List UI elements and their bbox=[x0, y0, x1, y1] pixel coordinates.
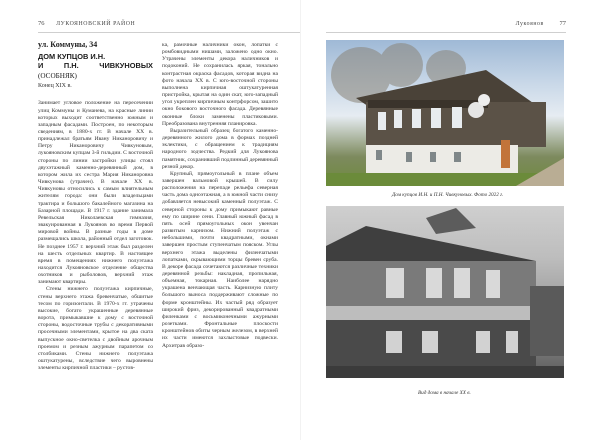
building-date: Конец XIX в. bbox=[38, 83, 72, 90]
page-number-left: 76 bbox=[38, 20, 45, 27]
title-line-2 bbox=[38, 61, 153, 81]
building-title bbox=[38, 52, 153, 81]
title-subtitle: (ОСОБНЯК) bbox=[38, 71, 77, 80]
paragraph: Выразительный образец богатого каменно-деревянного жилого дома в формах поздней эклектики, с обращением к традициям народного зодчества. Редкий для Лукоянова памятник, сохранивший подлинный деревянный резной декор. bbox=[162, 127, 278, 170]
page-number-right: 77 bbox=[559, 20, 566, 27]
running-header-right bbox=[326, 20, 566, 33]
photo-caption-1: Дом купцов И.Н. и П.Н. Чивкуновых. Фото 2022 г. bbox=[392, 192, 504, 198]
address-heading: ул. Коммуны, 34 bbox=[38, 40, 98, 49]
section-title-right: Лукоянов bbox=[515, 21, 544, 27]
page-gutter bbox=[300, 0, 301, 440]
archive-photo-illustration bbox=[326, 206, 564, 378]
photo-caption-2: Вид дома в начале XX в. bbox=[418, 390, 471, 396]
title-line-1: ДОМ КУПЦОВ И.Н. bbox=[38, 52, 106, 61]
paragraph: Стены нижнего полуэтажа кирпичные, стены верхнего этажа бревенчатые, обшитые тесом по горизонтали. В 1970-х гг. утрачены высокие, богато украшенные деревянные ворота, примыкавшие к дому с восточной стороны, водосточные трубы с декоративными просечными элементами, крытое на два ската выпускное окно-светелка с двойным арочным проемом и резным ажурным парапетом со столбиками. Стены нижнего полуэтажа оштукатурены, вследствие чего выровнены элементы кирпичной пластики – рустов- bbox=[38, 286, 153, 372]
text-column-1 bbox=[38, 40, 153, 372]
house-color-photo bbox=[326, 40, 564, 186]
paragraph: ка, рамочные наличники окон, лопатки с ромбовидными нишами, заложено одно окно. Утрачены элементы декора наличников и подоконий. Не сохранилась яркая, тонально контрастная окраска фасадов, которая видна на фото начала XX в. С юго-восточной стороны выполнена кирпичная оштукатуренная пристройка, крытая на один скат, юго-западный угол укреплен кирпичным контрфорсом, зашито окно бокового восточного фасада. Деревянные оконные блоки заменены пластиковыми. Преобразована внутренняя планировка. bbox=[162, 42, 278, 127]
house-photo-illustration bbox=[326, 40, 564, 186]
house-archive-photo bbox=[326, 206, 564, 378]
section-title-left: ЛУКОЯНОВСКИЙ РАЙОН bbox=[56, 21, 136, 27]
paragraph: Занимает угловое положение на пересечении улиц Коммуны и Куманева, на красные линии которых выходит соответственно южным и западным фасадами. Построен, по некоторым сведениям, в 1880-х гг. В начале XX в. принадлежал братьям Ивану Никаноровичу и Петру Никаноровичу Чивкуновым, лукояновским купцам 3-й гильдии. С восточной стороны по линии застройки улицы стоял двухэтажный каменно-деревянный дом, в котором жила их сестра Мария Никаноровна Чивкунова (утрачен). В начале XX в. Чивкуновы относились к самым влиятельным жителям города: они были владельцами трактира и большого бакалейного магазина на Базарной площади. В 1917 г. здание занимала Ревельская Николаевская гимназия, эвакуированная в Лукоянов во время Первой мировой войны. В разные годы в доме размещались школа, районный отдел заготовок. Не позднее 1957 г. верхний этаж был разделен на шесть отдельных квартир. В настоящее время в помещениях нижнего полуэтажа находится Лукояновское отделение общества охотников и рыболовов, верхний этаж занимают квартиры. bbox=[38, 100, 153, 286]
running-header-left bbox=[38, 20, 300, 33]
paragraph: Крупный, прямоугольный в плане объем завершен вальмовой крышей. В силу расположения на перепаде рельефа северная часть дома одноэтажная, а в южной части снизу добавляется невысокий каменный полуэтаж. С северной стороны к дому примыкают равные ему по ширине сени. Главный южный фасад в пять осей прямоугольных окон увенчан развитым карнизом. Нижний полуэтаж с небольшими, почти квадратными, окнами завершен простым ступенчатым пояском. Углы верхнего этажа выделены филенчатыми лопатками, скрывающими торцы бревен сруба. В декоре фасада сочетаются различные техники деревянной резьбы: накладная, пропильная, объемная, токарная. Наиболее нарядно украшена венчающая часть. Карнизную плиту большого выноса поддерживают сложные по форме кронштейны. Их частый ряд образует широкий фриз, декорированный квадратными филенками с восьмиконечными ажурными розетками. Фронтальные плоскости кронштейнов обиты черным железом, в верхней их части имеются захлыстовые подвески. Архитрав образо- bbox=[162, 170, 278, 349]
title-line-2-text: И П.Н. ЧИВКУНОВЫХ bbox=[38, 61, 153, 71]
text-column-2 bbox=[162, 42, 278, 350]
